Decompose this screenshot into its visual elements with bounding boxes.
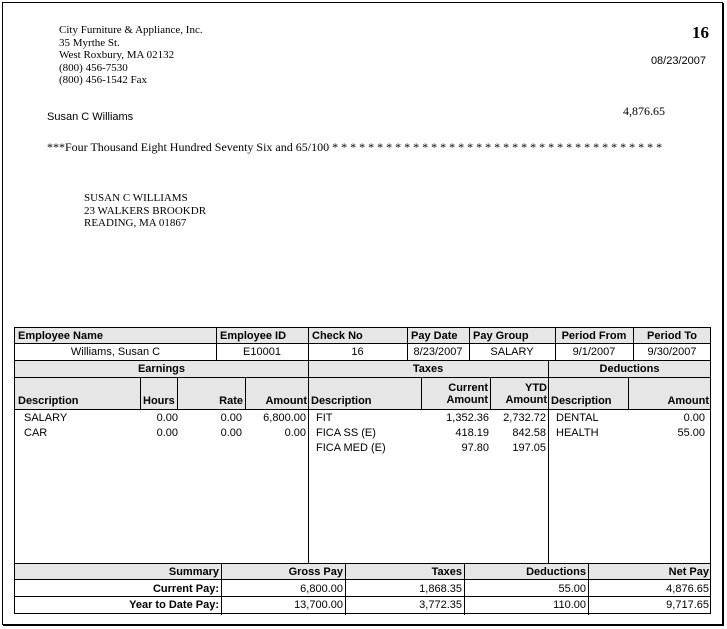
header-period-to: Period To (647, 330, 697, 342)
divider (15, 579, 710, 580)
ytd-gross: 13,700.00 (294, 599, 343, 611)
divider (15, 377, 710, 378)
divider (308, 360, 309, 563)
employee-id: E10001 (243, 346, 281, 358)
current-deductions: 55.00 (558, 583, 586, 595)
ytd-net: 9,717.65 (666, 599, 709, 611)
taxes-col-current-1: Current (448, 382, 488, 394)
taxes-col-ytd-1: YTD (525, 382, 547, 394)
company-phone: (800) 456-7530 (59, 61, 128, 74)
pay-date: 8/23/2007 (413, 346, 463, 358)
deductions-col-description: Description (551, 395, 612, 407)
taxes-row-description: FICA SS (E) (316, 427, 376, 439)
summary-col-gross: Gross Pay (288, 566, 343, 578)
summary-col-deductions: Deductions (526, 566, 586, 578)
pay-stub (14, 327, 711, 614)
taxes-row-current: 418.19 (455, 427, 489, 439)
summary-label: Summary (168, 566, 219, 578)
payee-name: Susan C Williams (47, 111, 134, 123)
taxes-row-ytd: 197.05 (512, 442, 546, 454)
employee-name: Williams, Susan C (70, 346, 161, 358)
header-employee-id: Employee ID (220, 330, 287, 342)
earnings-col-amount: Amount (265, 395, 307, 407)
deductions-row-description: HEALTH (556, 427, 599, 439)
mailing-line-3: READING, MA 01867 (84, 217, 187, 229)
earnings-row-rate: 0.00 (220, 427, 242, 439)
earnings-row-rate: 0.00 (220, 412, 242, 424)
current-net: 4,876.65 (666, 583, 709, 595)
taxes-row-description: FIT (316, 412, 333, 424)
check-no-value: 16 (351, 346, 364, 358)
check-number: 16 (692, 23, 709, 42)
deductions-title: Deductions (599, 363, 660, 375)
taxes-row-ytd: 842.58 (512, 427, 546, 439)
header-pay-group: Pay Group (473, 330, 529, 342)
deductions-col-amount: Amount (667, 395, 709, 407)
earnings-col-description: Description (18, 395, 79, 407)
taxes-title: Taxes (412, 363, 444, 375)
divider (15, 409, 710, 410)
current-taxes: 1,868.35 (419, 583, 462, 595)
summary-col-net: Net Pay (668, 566, 709, 578)
header-period-from: Period From (561, 330, 627, 342)
deductions-row-description: DENTAL (556, 412, 599, 424)
earnings-row-amount: 0.00 (284, 427, 306, 439)
mailing-line-1: SUSAN C WILLIAMS (84, 192, 188, 204)
company-address (59, 24, 203, 87)
header-check-no: Check No (312, 330, 363, 342)
earnings-title: Earnings (137, 363, 186, 375)
divider (548, 360, 549, 563)
taxes-row-description: FICA MED (E) (316, 442, 386, 454)
summary-col-taxes: Taxes (431, 566, 462, 578)
divider (15, 596, 710, 597)
mailing-address (84, 192, 206, 230)
earnings-col-hours: Hours (143, 395, 175, 407)
check-date: 08/23/2007 (650, 55, 706, 67)
ytd-taxes: 3,772.35 (419, 599, 462, 611)
mailing-line-2: 23 WALKERS BROOKDR (84, 204, 207, 217)
header-pay-date: Pay Date (411, 330, 458, 342)
header-employee-name: Employee Name (18, 330, 103, 342)
earnings-row-hours: 0.00 (156, 427, 178, 439)
current-pay-label: Current Pay: (152, 583, 219, 595)
divider (15, 343, 710, 344)
period-to: 9/30/2007 (647, 346, 697, 358)
taxes-col-ytd-2: Amount (505, 394, 547, 406)
divider (15, 563, 710, 564)
company-name: City Furniture & Appliance, Inc. (59, 24, 203, 36)
taxes-col-current-2: Amount (446, 394, 488, 406)
company-city: West Roxbury, MA 02132 (59, 49, 175, 61)
company-street: 35 Myrthe St. (59, 36, 120, 49)
current-gross: 6,800.00 (300, 583, 343, 595)
earnings-row-hours: 0.00 (156, 412, 178, 424)
earnings-row-description: SALARY (24, 412, 68, 424)
amount-in-words: ***Four Thousand Eight Hundred Seventy Six and 65/100 * * * * * * * * * * * * * * * * * * * * * * * * * * * * * * * * * * * * * (47, 140, 663, 154)
check-amount: 4,876.65 (623, 104, 665, 118)
earnings-col-rate: Rate (219, 395, 243, 407)
ytd-deductions: 110.00 (553, 599, 586, 611)
ytd-pay-label: Year to Date Pay: (129, 599, 219, 611)
divider (140, 377, 141, 409)
deductions-row-amount: 0.00 (683, 412, 705, 424)
taxes-row-ytd: 2,732.72 (503, 412, 546, 424)
earnings-row-description: CAR (24, 427, 48, 439)
taxes-row-current: 1,352.36 (446, 412, 489, 424)
deductions-row-amount: 55.00 (677, 427, 705, 439)
company-fax: (800) 456-1542 Fax (59, 74, 147, 86)
taxes-col-description: Description (311, 395, 372, 407)
taxes-row-current: 97.80 (461, 442, 489, 454)
period-from: 9/1/2007 (572, 346, 616, 358)
pay-group: SALARY (490, 346, 534, 358)
earnings-row-amount: 6,800.00 (263, 412, 306, 424)
divider (15, 360, 710, 361)
